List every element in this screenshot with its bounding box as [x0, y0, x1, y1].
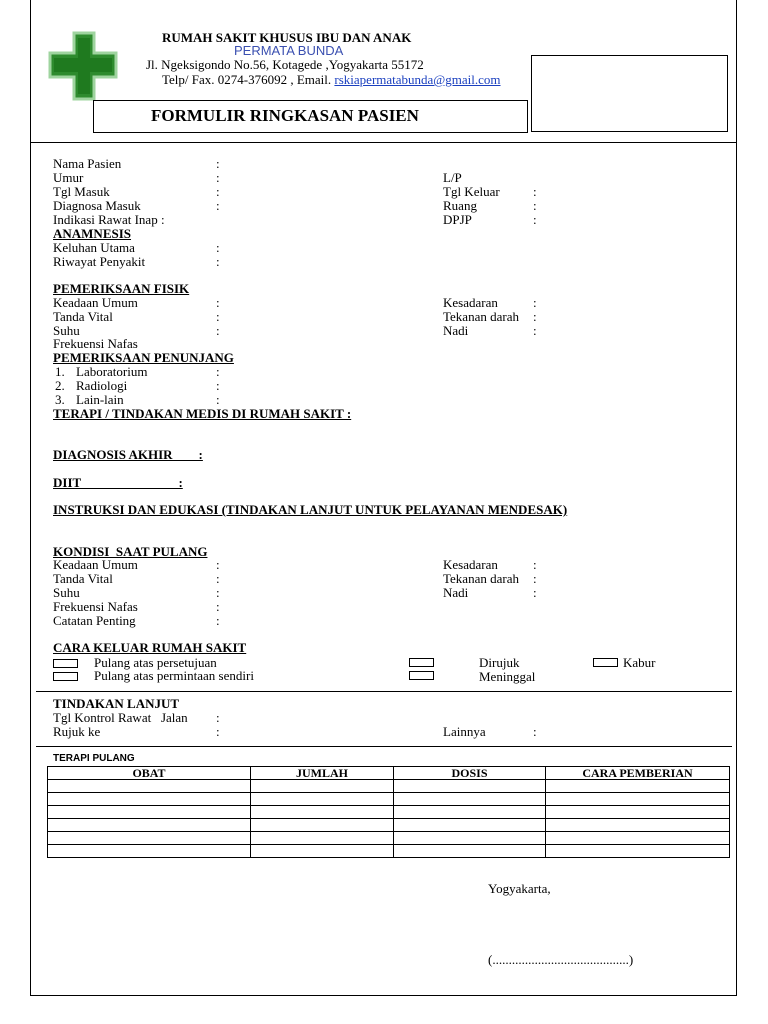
- colon: :: [216, 585, 220, 600]
- table-cell[interactable]: [251, 806, 394, 819]
- keadaan-label: Keadaan Umum: [53, 295, 138, 310]
- terapi-pulang-table: [47, 766, 730, 858]
- diagnosa-masuk-label: Diagnosa Masuk: [53, 198, 141, 213]
- umur-label: Umur: [53, 170, 84, 185]
- section-divider: [36, 746, 732, 747]
- lainnya-label: Lainnya: [443, 724, 486, 739]
- penunjang-num: 3.: [55, 392, 65, 407]
- header-divider: [30, 142, 737, 143]
- form-title: FORMULIR RINGKASAN PASIEN: [151, 106, 419, 125]
- colon: :: [216, 184, 220, 199]
- table-cell[interactable]: [251, 793, 394, 806]
- pulang-sendiri-label: Pulang atas permintaan sendiri: [94, 668, 254, 683]
- table-cell[interactable]: [546, 832, 730, 845]
- colon: :: [216, 613, 220, 628]
- colon: :: [533, 309, 537, 324]
- pulang-sendiri-checkbox[interactable]: [53, 672, 78, 681]
- table-cell[interactable]: [546, 780, 730, 793]
- tanda-label: Tanda Vital: [53, 309, 113, 324]
- colon: :: [533, 571, 537, 586]
- colon: :: [216, 170, 220, 185]
- tindakan-title: TINDAKAN LANJUT: [53, 696, 180, 711]
- kondisi-tekanan-label: Tekanan darah: [443, 571, 519, 586]
- table-row: [48, 793, 730, 806]
- colon: :: [533, 585, 537, 600]
- kondisi-keadaan-label: Keadaan Umum: [53, 557, 138, 572]
- table-cell[interactable]: [394, 793, 546, 806]
- table-cell[interactable]: [546, 819, 730, 832]
- indikasi-label: Indikasi Rawat Inap :: [53, 212, 165, 227]
- column-header: JUMLAH: [251, 767, 394, 780]
- colon: :: [216, 378, 220, 393]
- table-cell[interactable]: [48, 819, 251, 832]
- column-header: OBAT: [48, 767, 251, 780]
- email-link[interactable]: rskiapermatabunda@gmail.com: [334, 72, 501, 87]
- suhu-label: Suhu: [53, 323, 80, 338]
- colon: :: [533, 184, 537, 199]
- table-cell[interactable]: [546, 793, 730, 806]
- table-header-row: [48, 767, 730, 780]
- penunjang-item: Laboratorium: [76, 364, 148, 379]
- table-cell[interactable]: [394, 780, 546, 793]
- pulang-setuju-label: Pulang atas persetujuan: [94, 655, 217, 670]
- nadi-label: Nadi: [443, 323, 469, 338]
- kondisi-suhu-label: Suhu: [53, 585, 80, 600]
- label-box: [531, 55, 728, 132]
- hospital-address: Jl. Ngeksigondo No.56, Kotagede ,Yogyakarta 55172: [146, 57, 424, 72]
- colon: :: [216, 295, 220, 310]
- colon: :: [216, 156, 220, 171]
- rujuk-label: Rujuk ke: [53, 724, 101, 739]
- colon: :: [533, 724, 537, 739]
- table-cell[interactable]: [546, 806, 730, 819]
- kabur-label: Kabur: [623, 655, 656, 670]
- colon: :: [216, 724, 220, 739]
- penunjang-title: PEMERIKSAAN PENUNJANG: [53, 350, 234, 365]
- tgl-keluar-label: Tgl Keluar: [443, 184, 500, 199]
- colon: :: [533, 557, 537, 572]
- table-cell[interactable]: [394, 819, 546, 832]
- penunjang-num: 1.: [55, 364, 65, 379]
- hospital-cross-logo-icon: [40, 30, 130, 102]
- dirujuk-checkbox[interactable]: [409, 658, 434, 667]
- table-row: [48, 806, 730, 819]
- kondisi-catatan-label: Catatan Penting: [53, 613, 136, 628]
- colon: :: [216, 323, 220, 338]
- section-divider: [36, 691, 732, 692]
- contact-text: Telp/ Fax. 0274-376092 , Email.: [162, 72, 335, 87]
- colon: :: [216, 198, 220, 213]
- table-cell[interactable]: [48, 780, 251, 793]
- hospital-contact: [162, 73, 501, 87]
- kabur-checkbox[interactable]: [593, 658, 618, 667]
- table-row: [48, 780, 730, 793]
- tekanan-label: Tekanan darah: [443, 309, 519, 324]
- table-cell[interactable]: [251, 819, 394, 832]
- colon: :: [216, 364, 220, 379]
- table-cell[interactable]: [251, 780, 394, 793]
- penunjang-item: Radiologi: [76, 378, 128, 393]
- diagnosis-akhir-label: DIAGNOSIS AKHIR :: [53, 447, 203, 462]
- colon: :: [216, 710, 220, 725]
- dpjp-label: DPJP: [443, 212, 472, 227]
- nama-label: Nama Pasien: [53, 156, 122, 171]
- meninggal-label: Meninggal: [479, 669, 536, 684]
- colon: :: [216, 254, 220, 269]
- kondisi-nadi-label: Nadi: [443, 585, 469, 600]
- table-row: [48, 832, 730, 845]
- kondisi-tanda-label: Tanda Vital: [53, 571, 113, 586]
- table-cell[interactable]: [48, 793, 251, 806]
- pulang-setuju-checkbox[interactable]: [53, 659, 78, 668]
- meninggal-checkbox[interactable]: [409, 671, 434, 680]
- dirujuk-label: Dirujuk: [479, 655, 520, 670]
- signature-line: (..........................................): [488, 952, 634, 967]
- hospital-name: RUMAH SAKIT KHUSUS IBU DAN ANAK: [162, 30, 412, 45]
- cara-keluar-title: CARA KELUAR RUMAH SAKIT: [53, 640, 247, 655]
- lp-label: L/P: [443, 170, 462, 185]
- table-row: [48, 819, 730, 832]
- colon: :: [216, 240, 220, 255]
- fisik-title: PEMERIKSAAN FISIK: [53, 281, 190, 296]
- table-cell[interactable]: [251, 845, 394, 858]
- penunjang-item: Lain-lain: [76, 392, 124, 407]
- colon: :: [216, 309, 220, 324]
- table-cell[interactable]: [546, 845, 730, 858]
- table-cell[interactable]: [48, 806, 251, 819]
- riwayat-label: Riwayat Penyakit: [53, 254, 146, 269]
- colon: :: [216, 571, 220, 586]
- terapi-title: TERAPI / TINDAKAN MEDIS DI RUMAH SAKIT :: [53, 406, 352, 421]
- kondisi-kesadaran-label: Kesadaran: [443, 557, 498, 572]
- column-header: CARA PEMBERIAN: [546, 767, 730, 780]
- city-date: Yogyakarta,: [488, 881, 551, 896]
- colon: :: [216, 557, 220, 572]
- frekuensi-label: Frekuensi Nafas: [53, 336, 138, 351]
- colon: :: [216, 599, 220, 614]
- kesadaran-label: Kesadaran: [443, 295, 498, 310]
- tgl-masuk-label: Tgl Masuk: [53, 184, 110, 199]
- column-header: DOSIS: [394, 767, 546, 780]
- anamnesis-title: ANAMNESIS: [53, 226, 132, 241]
- colon: :: [533, 323, 537, 338]
- table-cell[interactable]: [251, 832, 394, 845]
- ruang-label: Ruang: [443, 198, 477, 213]
- table-row: [48, 845, 730, 858]
- table-cell[interactable]: [394, 806, 546, 819]
- penunjang-num: 2.: [55, 378, 65, 393]
- table-cell[interactable]: [394, 845, 546, 858]
- colon: :: [216, 392, 220, 407]
- table-cell[interactable]: [48, 832, 251, 845]
- keluhan-label: Keluhan Utama: [53, 240, 135, 255]
- instruksi-title: INSTRUKSI DAN EDUKASI (TINDAKAN LANJUT UNTUK PELAYANAN MENDESAK): [53, 502, 568, 517]
- hospital-subname: PERMATA BUNDA: [234, 43, 344, 58]
- colon: :: [533, 198, 537, 213]
- colon: :: [533, 212, 537, 227]
- kontrol-label: Tgl Kontrol Rawat Jalan: [53, 710, 188, 725]
- kondisi-frekuensi-label: Frekuensi Nafas: [53, 599, 138, 614]
- table-cell[interactable]: [394, 832, 546, 845]
- diit-label: DIIT :: [53, 475, 183, 490]
- table-cell[interactable]: [48, 845, 251, 858]
- colon: :: [533, 295, 537, 310]
- terapi-pulang-title: TERAPI PULANG: [53, 753, 135, 764]
- kondisi-title: KONDISI SAAT PULANG: [53, 544, 208, 559]
